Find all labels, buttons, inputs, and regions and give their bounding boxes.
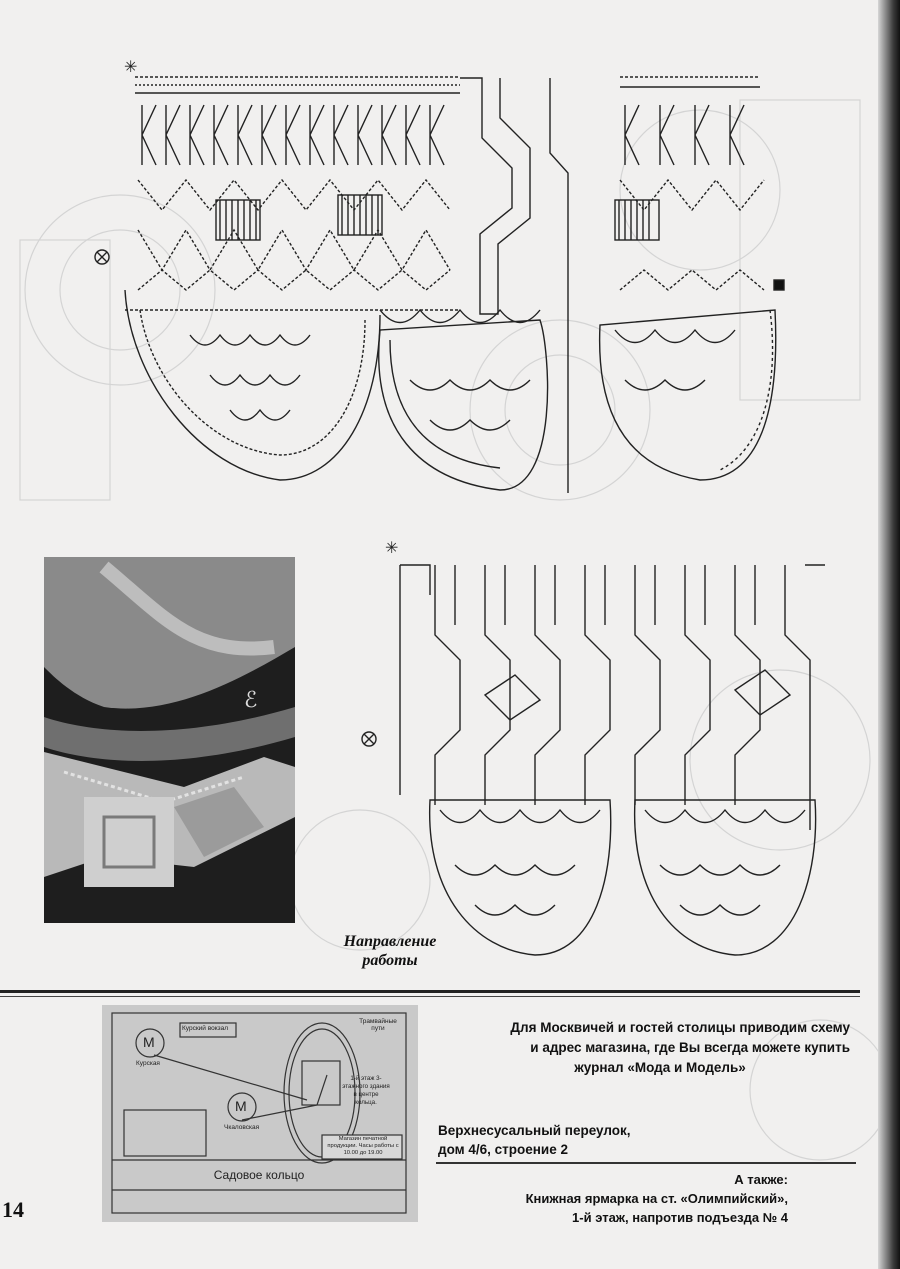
address-line-2: дом 4/6, строение 2 bbox=[438, 1142, 568, 1157]
shop-address bbox=[438, 1121, 678, 1159]
direction-label-line1: Направление bbox=[343, 933, 437, 950]
also-divider bbox=[436, 1162, 856, 1164]
promo-line-3: журнал «Мода и Модель» bbox=[574, 1060, 746, 1075]
label-ring-road: Садовое кольцо bbox=[213, 1168, 305, 1182]
direction-label-line2: работы bbox=[362, 952, 418, 969]
work-direction-label bbox=[330, 932, 450, 970]
section-divider-thin bbox=[0, 996, 860, 997]
promo-line-1: Для Москвичей и гостей столицы приводим схему bbox=[510, 1020, 850, 1035]
also-line-2: 1-й этаж, напротив подъезда № 4 bbox=[572, 1210, 788, 1225]
label-kursky-station: Курский вокзал bbox=[182, 1025, 229, 1032]
section-divider bbox=[0, 990, 860, 993]
label-kurskaya: Курская bbox=[136, 1060, 160, 1067]
page-binding-edge bbox=[878, 0, 900, 1269]
svg-text:✳: ✳ bbox=[124, 57, 138, 76]
page-number: 14 bbox=[2, 1197, 24, 1222]
svg-text:ℰ: ℰ bbox=[244, 688, 258, 713]
shop-promo-text bbox=[430, 1018, 850, 1078]
label-shop-note: Магазин печатной продукции. Часы работы с 10.00 до 19.00 bbox=[327, 1136, 399, 1156]
shop-location-map bbox=[102, 1005, 418, 1222]
metro-icon-chkalovskaya: М bbox=[235, 1098, 247, 1114]
label-chkalovskaya: Чкаловская bbox=[224, 1124, 260, 1131]
address-line-1: Верхнесусальный переулок, bbox=[438, 1123, 631, 1138]
lace-photo bbox=[44, 557, 295, 923]
also-locations bbox=[430, 1170, 788, 1227]
also-line-1: Книжная ярмарка на ст. «Олимпийский», bbox=[525, 1191, 788, 1206]
also-heading: А также: bbox=[734, 1172, 788, 1187]
crochet-diagram-bottom bbox=[355, 535, 835, 975]
metro-icon-kurskaya: М bbox=[143, 1034, 155, 1050]
svg-text:✳: ✳ bbox=[385, 538, 399, 557]
crochet-diagram-top bbox=[80, 50, 820, 500]
label-tram-tracks: Трамвайные пути bbox=[359, 1018, 397, 1032]
promo-line-2: и адрес магазина, где Вы всегда можете купить bbox=[530, 1040, 850, 1055]
label-building-note: 1-й этаж 3-этажного здания в центре кольца. bbox=[342, 1075, 390, 1106]
